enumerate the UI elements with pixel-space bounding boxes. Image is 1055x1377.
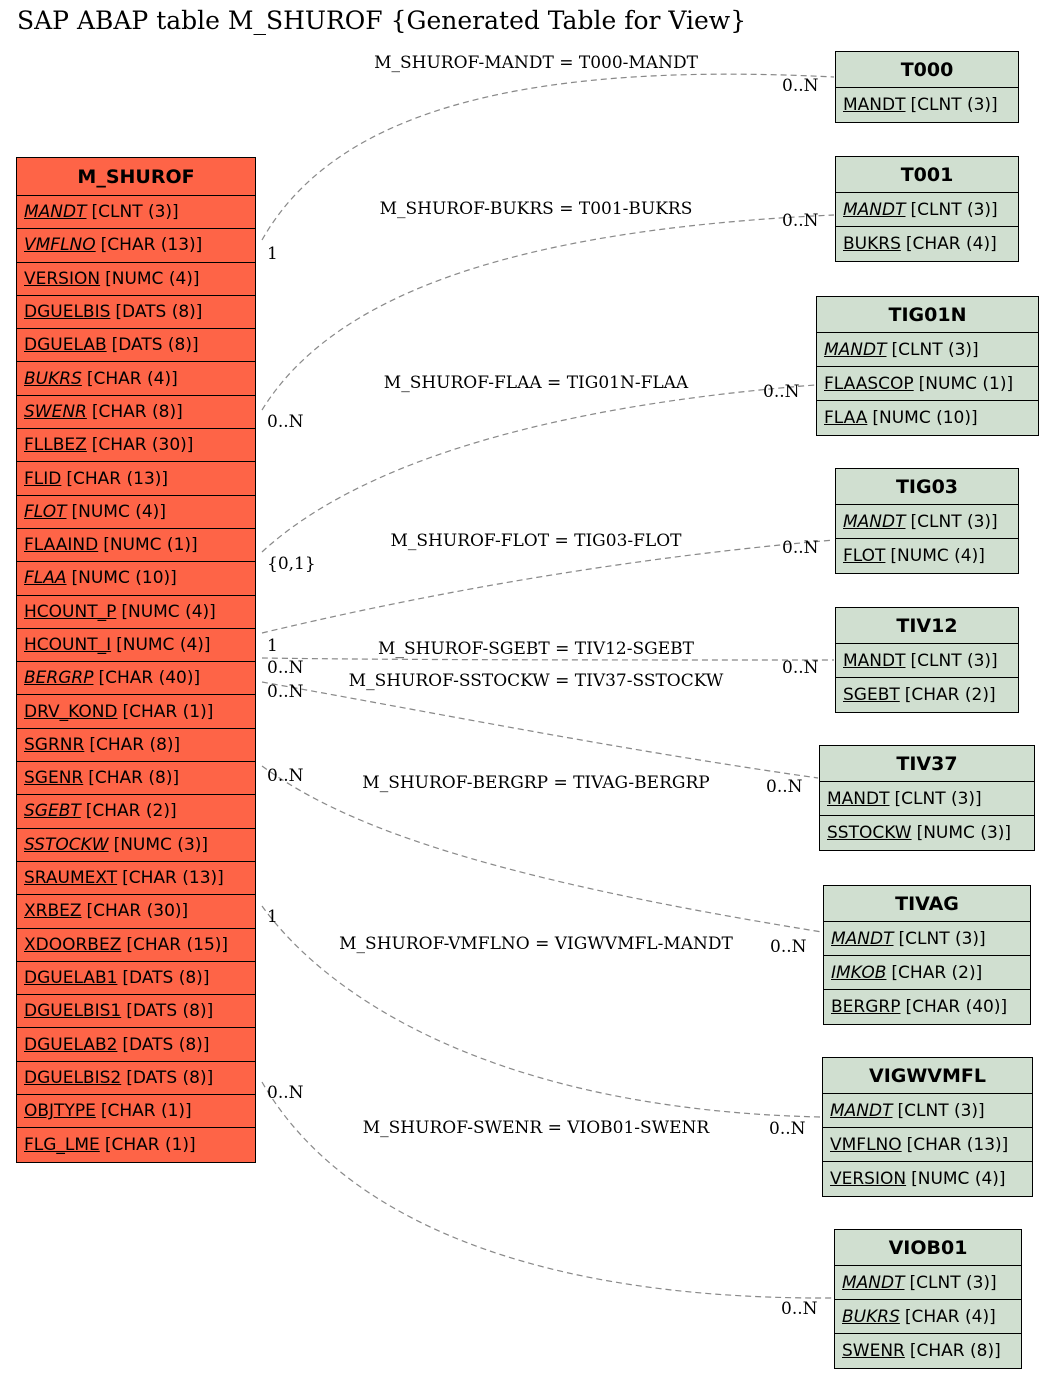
field-type: [DATS (8)]	[126, 1001, 214, 1022]
field-name: MANDT	[843, 650, 906, 671]
relation-m-shurof-bergrp-tivag-bergrp	[262, 766, 822, 957]
field-row	[17, 596, 255, 629]
field-type: [CHAR (1)]	[104, 1134, 196, 1155]
field-name: XDOORBEZ	[24, 934, 122, 955]
field-row	[823, 1094, 1032, 1128]
field-row	[17, 396, 255, 429]
field-row	[17, 329, 255, 362]
field-name: FLAASCOP	[824, 373, 914, 394]
field-type: [NUMC (4)]	[890, 546, 985, 566]
field-row	[17, 829, 255, 862]
field-name: BERGRP	[831, 997, 901, 1017]
field-row	[17, 196, 255, 229]
field-type: [CLNT (3)]	[910, 511, 998, 532]
to-cardinality: 0..N	[781, 1299, 818, 1319]
field-name: MANDT	[24, 202, 87, 223]
field-type: [CHAR (15)]	[126, 934, 229, 955]
field-type: [DATS (8)]	[122, 967, 210, 988]
field-name: SGRNR	[24, 734, 85, 755]
table-header: TIV37	[820, 746, 1034, 782]
field-name: MANDT	[830, 1100, 893, 1121]
table-header: TIG03	[836, 469, 1018, 505]
field-row	[836, 193, 1018, 227]
field-type: [CHAR (1)]	[122, 701, 214, 722]
field-row	[17, 229, 255, 262]
field-name: MANDT	[831, 928, 894, 949]
from-cardinality: 1	[267, 907, 278, 927]
field-type: [NUMC (4)]	[911, 1169, 1006, 1189]
field-type: [CHAR (8)]	[91, 401, 183, 422]
field-name: MANDT	[843, 199, 906, 220]
field-row	[17, 729, 255, 762]
field-name: MANDT	[824, 339, 887, 360]
field-type: [CHAR (8)]	[88, 768, 180, 789]
field-name: DRV_KOND	[24, 701, 118, 722]
field-name: MANDT	[843, 95, 906, 115]
field-type: [CHAR (13)]	[100, 235, 203, 256]
table-header: TIG01N	[817, 297, 1038, 333]
field-row	[836, 505, 1018, 539]
field-type: [CHAR (8)]	[909, 1341, 1001, 1361]
relation-m-shurof-bukrs-t001-bukrs	[262, 199, 834, 432]
relation-m-shurof-vmflno-vigwvmfl-mandt	[262, 906, 821, 1139]
to-cardinality: 0..N	[782, 211, 819, 231]
field-name: MANDT	[842, 1272, 905, 1293]
field-row	[835, 1334, 1021, 1368]
field-name: FLOT	[24, 501, 67, 522]
field-row	[820, 782, 1034, 816]
to-cardinality: 0..N	[763, 382, 800, 402]
field-type: [CLNT (3)]	[894, 788, 982, 809]
field-type: [CLNT (3)]	[898, 928, 986, 949]
relation-line	[262, 385, 815, 552]
field-row	[817, 333, 1038, 367]
table-vigwvmfl	[822, 1057, 1033, 1197]
field-name: SRAUMEXT	[24, 868, 118, 889]
field-name: DGUELBIS1	[24, 1001, 122, 1022]
relation-line	[262, 682, 818, 778]
field-row	[836, 678, 1018, 712]
field-type: [NUMC (3)]	[113, 834, 209, 855]
relation-label: M_SHUROF-SGEBT = TIV12-SGEBT	[378, 639, 694, 659]
field-row	[17, 662, 255, 695]
field-name: HCOUNT_P	[24, 601, 117, 622]
to-cardinality: 0..N	[782, 76, 819, 96]
field-row	[17, 629, 255, 662]
field-type: [DATS (8)]	[115, 302, 203, 323]
field-row	[817, 367, 1038, 401]
field-name: DGUELBIS	[24, 302, 111, 323]
field-row	[17, 496, 255, 529]
field-row	[836, 227, 1018, 261]
field-row	[835, 1300, 1021, 1334]
field-type: [NUMC (4)]	[121, 601, 216, 622]
field-type: [CLNT (3)]	[897, 1100, 985, 1121]
field-row	[17, 929, 255, 962]
field-type: [CHAR (13)]	[122, 868, 224, 889]
field-row	[17, 795, 255, 828]
field-type: [CHAR (2)]	[904, 685, 996, 705]
field-type: [NUMC (4)]	[71, 501, 166, 522]
field-type: [CHAR (4)]	[904, 1306, 996, 1327]
relation-label: M_SHUROF-BERGRP = TIVAG-BERGRP	[362, 773, 710, 793]
field-type: [NUMC (1)]	[103, 535, 198, 556]
table-header: TIV12	[836, 608, 1018, 644]
field-type: [CLNT (3)]	[910, 95, 998, 115]
field-name: FLAA	[824, 408, 868, 428]
to-cardinality: 0..N	[782, 538, 819, 558]
table-header: TIVAG	[824, 886, 1030, 922]
field-name: SSTOCKW	[827, 823, 912, 843]
field-name: DGUELAB2	[24, 1034, 118, 1055]
table-header: M_SHUROF	[17, 158, 255, 196]
table-t000	[835, 51, 1019, 123]
field-row	[823, 1128, 1032, 1162]
field-type: [CHAR (4)]	[86, 368, 178, 389]
table-tivag	[823, 885, 1031, 1025]
field-row	[17, 895, 255, 928]
field-type: [CHAR (8)]	[89, 734, 181, 755]
field-row	[17, 462, 255, 495]
table-t001	[835, 156, 1019, 262]
field-type: [CHAR (13)]	[66, 468, 169, 489]
field-type: [CHAR (40)]	[905, 997, 1008, 1017]
field-row	[823, 1162, 1032, 1196]
field-name: VERSION	[830, 1169, 907, 1189]
field-type: [NUMC (1)]	[918, 373, 1014, 394]
to-cardinality: 0..N	[766, 777, 803, 797]
field-row	[17, 1095, 255, 1128]
field-row	[824, 956, 1030, 990]
field-name: MANDT	[843, 511, 906, 532]
field-row	[17, 1028, 255, 1061]
field-row	[17, 1128, 255, 1161]
relation-label: M_SHUROF-SSTOCKW = TIV37-SSTOCKW	[348, 671, 724, 691]
from-cardinality: 1	[267, 636, 278, 656]
table-tig01n	[816, 296, 1039, 436]
field-name: OBJTYPE	[24, 1101, 96, 1122]
field-name: VERSION	[24, 268, 101, 289]
field-row	[17, 429, 255, 462]
field-row	[824, 922, 1030, 956]
field-row	[17, 962, 255, 995]
field-row	[835, 1266, 1021, 1300]
field-name: FLAAIND	[24, 535, 99, 556]
field-name: IMKOB	[831, 962, 887, 983]
field-row	[17, 529, 255, 562]
field-name: VMFLNO	[24, 235, 96, 256]
page-title: SAP ABAP table M_SHUROF {Generated Table for View}	[17, 6, 747, 35]
table-tiv12	[835, 607, 1019, 713]
field-type: [NUMC (4)]	[116, 635, 211, 655]
field-name: BUKRS	[842, 1306, 900, 1327]
table-header: VIGWVMFL	[823, 1058, 1032, 1094]
relation-label: M_SHUROF-SWENR = VIOB01-SWENR	[362, 1118, 710, 1138]
field-type: [CHAR (4)]	[905, 234, 997, 254]
field-row	[17, 263, 255, 296]
field-name: BUKRS	[24, 368, 82, 389]
from-cardinality: 0..N	[267, 412, 304, 432]
relation-label: M_SHUROF-FLAA = TIG01N-FLAA	[383, 373, 689, 393]
field-name: FLAA	[24, 568, 67, 589]
table-header: T001	[836, 157, 1018, 193]
relation-m-shurof-swenr-viob01-swenr	[262, 1082, 833, 1319]
field-row	[17, 562, 255, 595]
from-cardinality: 0..N	[267, 658, 304, 678]
relation-line	[262, 540, 834, 633]
field-row	[17, 695, 255, 728]
field-row	[820, 816, 1034, 850]
field-name: XRBEZ	[24, 901, 82, 922]
field-row	[824, 990, 1030, 1024]
to-cardinality: 0..N	[770, 937, 807, 957]
field-row	[17, 1062, 255, 1095]
field-name: SWENR	[24, 401, 87, 422]
field-row	[17, 762, 255, 795]
relation-m-shurof-mandt-t000-mandt	[262, 53, 834, 264]
field-type: [CHAR (30)]	[86, 901, 189, 922]
field-row	[17, 995, 255, 1028]
field-name: FLID	[24, 468, 62, 489]
field-name: SGENR	[24, 768, 84, 789]
field-type: [NUMC (10)]	[71, 568, 177, 589]
field-type: [CLNT (3)]	[91, 202, 179, 223]
field-type: [CHAR (2)]	[85, 801, 177, 822]
field-type: [CHAR (2)]	[891, 962, 983, 983]
field-name: BUKRS	[843, 234, 901, 254]
relation-label: M_SHUROF-MANDT = T000-MANDT	[374, 53, 698, 73]
table-tiv37	[819, 745, 1035, 851]
field-type: [CLNT (3)]	[910, 650, 998, 671]
table-tig03	[835, 468, 1019, 574]
field-type: [DATS (8)]	[122, 1034, 210, 1055]
field-type: [NUMC (3)]	[916, 823, 1012, 843]
from-cardinality: 0..N	[267, 766, 304, 786]
field-name: DGUELAB1	[24, 967, 118, 988]
field-name: DGUELBIS2	[24, 1067, 122, 1088]
relation-label: M_SHUROF-VMFLNO = VIGWVMFL-MANDT	[339, 934, 733, 954]
field-type: [CLNT (3)]	[909, 1272, 997, 1293]
from-cardinality: {0,1}	[267, 554, 316, 574]
field-type: [NUMC (10)]	[872, 408, 978, 428]
field-name: SSTOCKW	[24, 834, 109, 855]
field-type: [CLNT (3)]	[891, 339, 979, 360]
relation-label: M_SHUROF-BUKRS = T001-BUKRS	[379, 199, 693, 219]
field-type: [DATS (8)]	[111, 335, 199, 356]
field-row	[836, 88, 1018, 122]
field-row	[17, 862, 255, 895]
field-name: VMFLNO	[830, 1134, 902, 1155]
field-row	[836, 539, 1018, 573]
from-cardinality: 0..N	[267, 1083, 304, 1103]
field-type: [NUMC (4)]	[105, 268, 200, 289]
from-cardinality: 0..N	[267, 682, 304, 702]
table-header: T000	[836, 52, 1018, 88]
field-row	[817, 401, 1038, 435]
field-row	[17, 362, 255, 395]
field-type: [CLNT (3)]	[910, 199, 998, 220]
relation-m-shurof-flot-tig03-flot	[262, 531, 834, 656]
field-type: [DATS (8)]	[126, 1067, 214, 1088]
field-type: [CHAR (13)]	[906, 1134, 1009, 1155]
field-name: FLG_LME	[24, 1134, 100, 1155]
field-type: [CHAR (30)]	[91, 435, 194, 456]
field-name: FLOT	[843, 546, 886, 566]
field-row	[17, 296, 255, 329]
field-name: SWENR	[842, 1341, 905, 1361]
field-row	[836, 644, 1018, 678]
field-name: DGUELAB	[24, 335, 107, 356]
field-type: [CHAR (1)]	[100, 1101, 192, 1122]
table-viob01	[834, 1229, 1022, 1369]
from-cardinality: 1	[267, 244, 278, 264]
field-name: BERGRP	[24, 668, 94, 689]
to-cardinality: 0..N	[782, 658, 819, 678]
relation-line	[262, 1082, 833, 1298]
table-header: VIOB01	[835, 1230, 1021, 1266]
relation-label: M_SHUROF-FLOT = TIG03-FLOT	[390, 531, 682, 551]
field-name: SGEBT	[843, 685, 900, 705]
field-type: [CHAR (40)]	[98, 668, 201, 689]
field-name: SGEBT	[24, 801, 81, 822]
table-m-shurof	[16, 157, 256, 1163]
field-name: FLLBEZ	[24, 435, 87, 456]
to-cardinality: 0..N	[769, 1119, 806, 1139]
field-name: MANDT	[827, 788, 890, 809]
field-name: HCOUNT_I	[24, 635, 112, 655]
